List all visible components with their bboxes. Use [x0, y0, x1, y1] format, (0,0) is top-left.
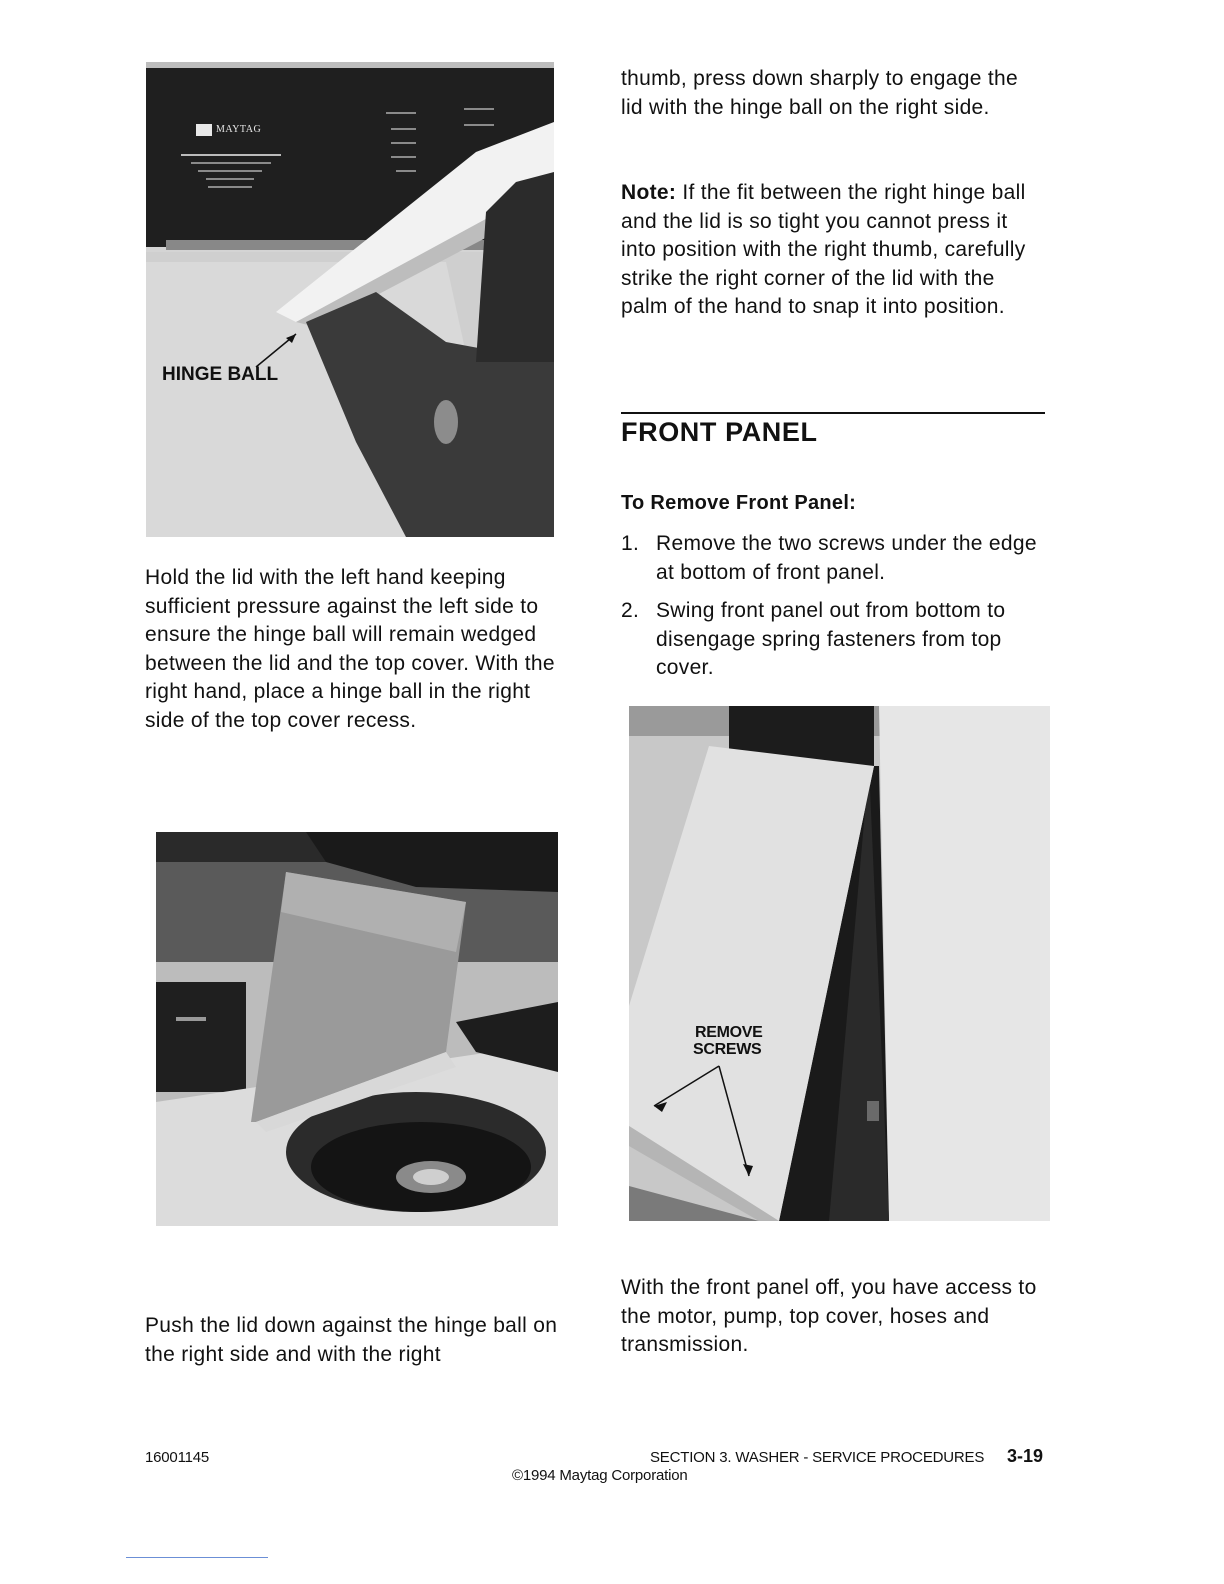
hinge-ball-instructions: Hold the lid with the left hand keeping sufficient pressure against the left side to ensure the hinge ball will remain wedged between the lid and the top cover. With the right hand, place a hinge ball in the right side of the top cover recess.	[145, 566, 555, 732]
hinge-ball-photo	[146, 62, 554, 537]
section-divider	[621, 412, 1045, 414]
step-2	[621, 597, 1045, 683]
maytag-brand-text: MAYTAG	[216, 124, 262, 135]
step-2-number: 2.	[621, 599, 640, 622]
scan-artifact-line	[126, 1557, 268, 1558]
lid-install-photo-drawing	[156, 832, 558, 1226]
note-label: Note:	[621, 181, 677, 204]
hinge-ball-photo-drawing	[146, 62, 554, 537]
subsection-title: To Remove Front Panel:	[621, 492, 857, 514]
remove-screws-label-line2: SCREWS	[693, 1041, 762, 1058]
copyright: ©1994 Maytag Corporation	[512, 1467, 688, 1484]
front-panel-photo	[629, 706, 1050, 1221]
continued-instructions: thumb, press down sharply to engage the lid with the hinge ball on the right side.	[621, 67, 1018, 119]
step-2-text: Swing front panel out from bottom to disengage spring fasteners from top cover.	[656, 599, 1006, 679]
lid-install-photo	[156, 832, 558, 1226]
document-number: 16001145	[145, 1449, 210, 1466]
note-text: If the fit between the right hinge ball and the lid is so tight you cannot press it into position with the right thumb, carefully strike the right corner of the lid with the palm of the hand to snap it into position.	[621, 181, 1026, 318]
step-1	[621, 530, 1045, 587]
section-title: FRONT PANEL	[621, 417, 818, 447]
note-block	[621, 179, 1045, 322]
remove-screws-label-line1: REMOVE	[695, 1024, 763, 1041]
section-footer: SECTION 3. WASHER - SERVICE PROCEDURES	[650, 1449, 985, 1466]
hinge-ball-label: HINGE BALL	[162, 364, 279, 385]
page-number: 3-19	[1007, 1446, 1044, 1466]
push-lid-instructions: Push the lid down against the hinge ball on the right side and with the right	[145, 1314, 558, 1366]
step-1-text: Remove the two screws under the edge at bottom of front panel.	[656, 532, 1037, 584]
step-1-number: 1.	[621, 532, 640, 555]
after-removal-text: With the front panel off, you have access to the motor, pump, top cover, hoses and transmission.	[621, 1276, 1037, 1356]
front-panel-photo-drawing	[629, 706, 1050, 1221]
